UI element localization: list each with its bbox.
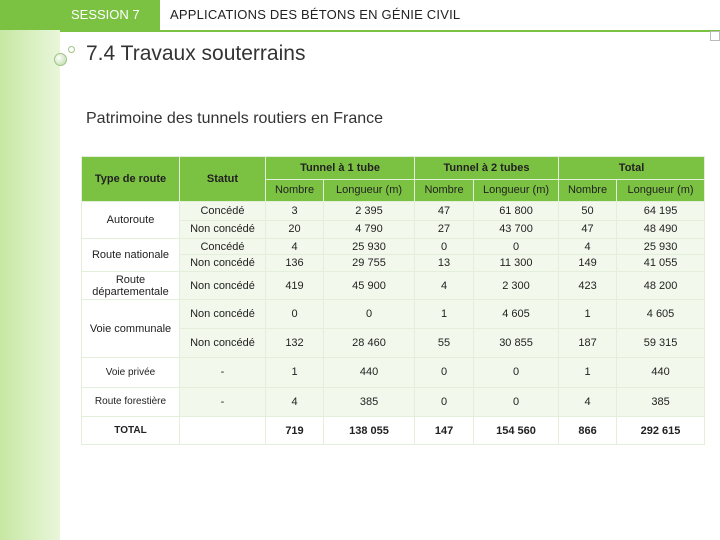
table-cell: 0 [266,300,324,329]
table-cell: 4 [266,238,324,254]
table-cell: 138 055 [324,417,415,445]
table-cell: 50 [559,202,617,220]
group-header-total: Total [559,157,705,180]
statut-cell: Non concédé [180,300,266,329]
left-decorative-band [0,0,60,540]
table-cell: 4 [266,387,324,417]
statut-cell: Non concédé [180,255,266,271]
sub-header-nombre: Nombre [415,179,474,202]
table-cell: 1 [559,300,617,329]
table-cell: 419 [266,271,324,300]
table-cell: 147 [415,417,474,445]
section-title: 7.4 Travaux souterrains [86,42,306,65]
total-row [82,417,705,445]
sub-header-longueur: Longueur (m) [617,179,705,202]
table-cell: 292 615 [617,417,705,445]
course-title: APPLICATIONS DES BÉTONS EN GÉNIE CIVIL [170,7,461,22]
table-cell: 154 560 [474,417,559,445]
table-cell: 0 [415,238,474,254]
table-row [82,387,705,417]
table-cell: 59 315 [617,329,705,358]
table-cell: 28 460 [324,329,415,358]
table-cell: 866 [559,417,617,445]
table-row [82,357,705,387]
sub-header-longueur: Longueur (m) [474,179,559,202]
route-type-cell: Route départementale [82,271,180,300]
table-cell [180,417,266,445]
sub-header-nombre: Nombre [266,179,324,202]
statut-cell: Concédé [180,202,266,220]
route-type-cell: Autoroute [82,202,180,239]
table-cell: 0 [324,300,415,329]
table-cell: 0 [415,387,474,417]
table-cell: 25 930 [617,238,705,254]
table-cell: 61 800 [474,202,559,220]
table-cell: 4 605 [617,300,705,329]
table-cell: 55 [415,329,474,358]
table-cell: 719 [266,417,324,445]
table-cell: 41 055 [617,255,705,271]
route-type-cell: Voie privée [82,357,180,387]
session-label: SESSION 7 [0,0,160,30]
table-cell: 48 200 [617,271,705,300]
table-cell: 0 [474,238,559,254]
table-cell: 27 [415,220,474,238]
statut-cell: - [180,357,266,387]
col-header-type: Type de route [82,157,180,202]
statut-cell: Non concédé [180,329,266,358]
table-cell: 64 195 [617,202,705,220]
group-header-1-tube: Tunnel à 1 tube [266,157,415,180]
table-cell: 385 [324,387,415,417]
statut-cell: - [180,387,266,417]
table-cell: 136 [266,255,324,271]
table-row [82,271,705,300]
table-cell: 1 [415,300,474,329]
table-cell: 47 [559,220,617,238]
table-cell: 149 [559,255,617,271]
table-cell: 48 490 [617,220,705,238]
tunnel-table [81,156,705,445]
table-cell: 3 [266,202,324,220]
small-bullet-icon [68,46,75,53]
table-cell: 29 755 [324,255,415,271]
route-type-cell: Route forestière [82,387,180,417]
bullet-icon [54,53,67,66]
group-header-2-tubes: Tunnel à 2 tubes [415,157,559,180]
table-cell: 4 [415,271,474,300]
route-type-cell: Voie communale [82,300,180,357]
statut-cell: Concédé [180,238,266,254]
table-cell: 2 300 [474,271,559,300]
table-subtitle: Patrimoine des tunnels routiers en France [86,110,384,127]
table-cell: 45 900 [324,271,415,300]
statut-cell: Non concédé [180,220,266,238]
table-cell: 0 [415,357,474,387]
statut-cell: Non concédé [180,271,266,300]
table-cell: 11 300 [474,255,559,271]
table-cell: 20 [266,220,324,238]
table-cell: 132 [266,329,324,358]
table-cell: 25 930 [324,238,415,254]
table-cell: 440 [324,357,415,387]
table-cell: 4 605 [474,300,559,329]
table-cell: 4 [559,238,617,254]
table-row [82,300,705,329]
sub-header-longueur: Longueur (m) [324,179,415,202]
table-cell: 4 [559,387,617,417]
table-cell: 1 [559,357,617,387]
table-cell: 43 700 [474,220,559,238]
table-cell: 0 [474,387,559,417]
table-cell: 47 [415,202,474,220]
table-cell: 1 [266,357,324,387]
table-cell: 440 [617,357,705,387]
header-divider [60,30,720,32]
corner-box [710,31,720,41]
table-cell: 385 [617,387,705,417]
table-cell: 423 [559,271,617,300]
table-cell: 13 [415,255,474,271]
table-cell: 187 [559,329,617,358]
table-cell: 30 855 [474,329,559,358]
table-row [82,238,705,254]
table-cell: 2 395 [324,202,415,220]
route-type-cell: Route nationale [82,238,180,271]
table-row [82,202,705,220]
table-cell: 0 [474,357,559,387]
total-label: TOTAL [82,417,180,445]
table-cell: 4 790 [324,220,415,238]
col-header-statut: Statut [180,157,266,202]
sub-header-nombre: Nombre [559,179,617,202]
